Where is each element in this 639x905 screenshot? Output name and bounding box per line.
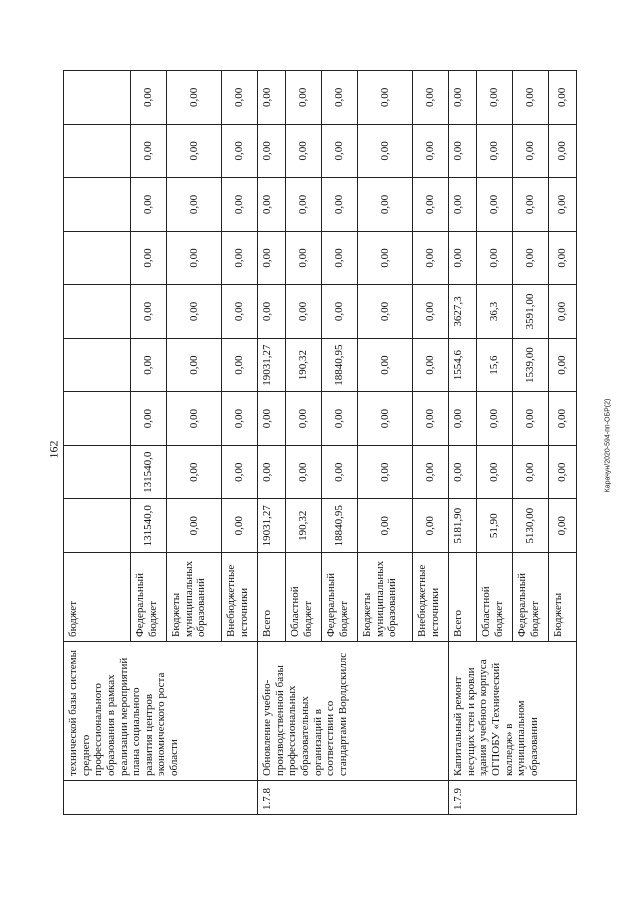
value-cell: 0,00 [413, 285, 449, 339]
value-cell: 18840,95 [322, 499, 358, 553]
value-cell: 18840,95 [322, 338, 358, 392]
value-cell: 0,00 [513, 124, 549, 178]
value-cell: 131540,0 [131, 445, 167, 499]
value-cell [64, 231, 131, 285]
value-cell: 0,00 [513, 71, 549, 125]
source-cell: Областной бюджет [477, 553, 513, 642]
value-cell: 0,00 [322, 231, 358, 285]
value-cell: 0,00 [413, 445, 449, 499]
value-cell: 15,6 [477, 338, 513, 392]
value-cell [64, 178, 131, 232]
value-cell: 0,00 [167, 124, 222, 178]
value-cell: 0,00 [286, 445, 322, 499]
value-cell: 0,00 [258, 231, 286, 285]
value-cell: 0,00 [513, 392, 549, 446]
value-cell: 0,00 [167, 71, 222, 125]
value-cell: 0,00 [413, 499, 449, 553]
value-cell: 0,00 [358, 71, 413, 125]
value-cell: 0,00 [513, 445, 549, 499]
value-cell: 0,00 [413, 178, 449, 232]
value-cell: 0,00 [222, 445, 258, 499]
item-name-cell: Капитальный ремонт несущих стен и кровли здания учебного корпуса ОГПОБУ «Технический колледж» в муниципальном образовании [449, 642, 577, 781]
value-cell: 0,00 [258, 71, 286, 125]
value-cell: 0,00 [413, 392, 449, 446]
value-cell: 0,00 [449, 231, 477, 285]
value-cell: 0,00 [477, 445, 513, 499]
table-row [64, 71, 131, 815]
value-cell: 0,00 [413, 231, 449, 285]
value-cell: 0,00 [413, 71, 449, 125]
table-row [449, 71, 477, 815]
value-cell: 0,00 [258, 124, 286, 178]
value-cell: 0,00 [449, 445, 477, 499]
value-cell: 19031,27 [258, 338, 286, 392]
value-cell: 0,00 [477, 231, 513, 285]
value-cell: 0,00 [286, 124, 322, 178]
item-name-cell: технической базы системы среднего профессионального образования в рамках реализации мероприятий плана социального развития центров экономического роста области [64, 642, 258, 781]
value-cell [64, 338, 131, 392]
value-cell: 0,00 [286, 231, 322, 285]
source-cell: Областной бюджет [286, 553, 322, 642]
value-cell [64, 499, 131, 553]
value-cell: 5130,00 [513, 499, 549, 553]
budget-table [63, 70, 577, 815]
value-cell: 0,00 [477, 178, 513, 232]
value-cell: 0,00 [449, 124, 477, 178]
value-cell: 0,00 [449, 71, 477, 125]
value-cell: 0,00 [322, 124, 358, 178]
source-cell: Федеральный бюджет [131, 553, 167, 642]
value-cell: 0,00 [286, 392, 322, 446]
value-cell: 0,00 [286, 71, 322, 125]
value-cell: 19031,27 [258, 499, 286, 553]
value-cell: 0,00 [167, 445, 222, 499]
value-cell: 0,00 [131, 338, 167, 392]
value-cell: 0,00 [131, 285, 167, 339]
value-cell: 0,00 [222, 178, 258, 232]
value-cell: 131540,0 [131, 499, 167, 553]
value-cell: 0,00 [222, 124, 258, 178]
value-cell: 0,00 [358, 231, 413, 285]
value-cell: 0,00 [358, 445, 413, 499]
value-cell [64, 392, 131, 446]
source-cell: Внебюджетные источники [222, 553, 258, 642]
value-cell: 0,00 [222, 338, 258, 392]
value-cell: 0,00 [513, 231, 549, 285]
value-cell [64, 285, 131, 339]
value-cell: 0,00 [549, 338, 577, 392]
source-cell: Федеральный бюджет [322, 553, 358, 642]
value-cell: 0,00 [549, 392, 577, 446]
value-cell: 51,90 [477, 499, 513, 553]
source-cell: Всего [449, 553, 477, 642]
value-cell: 0,00 [322, 71, 358, 125]
value-cell: 0,00 [222, 392, 258, 446]
value-cell: 0,00 [167, 392, 222, 446]
value-cell: 0,00 [477, 71, 513, 125]
value-cell: 1554,6 [449, 338, 477, 392]
source-cell: Внебюджетные источники [413, 553, 449, 642]
value-cell: 190,32 [286, 499, 322, 553]
document-reference: Карачун/2020-594-пп-ОБР(2) [604, 398, 612, 493]
value-cell: 0,00 [322, 178, 358, 232]
source-cell: Всего [258, 553, 286, 642]
value-cell: 0,00 [358, 285, 413, 339]
value-cell: 190,32 [286, 338, 322, 392]
value-cell: 0,00 [131, 178, 167, 232]
source-cell: Федеральный бюджет [513, 553, 549, 642]
value-cell: 0,00 [549, 178, 577, 232]
value-cell: 0,00 [549, 231, 577, 285]
value-cell: 0,00 [358, 178, 413, 232]
value-cell: 0,00 [131, 124, 167, 178]
value-cell: 0,00 [258, 392, 286, 446]
source-cell: Бюджеты муниципальных образований [167, 553, 222, 642]
value-cell: 0,00 [167, 178, 222, 232]
value-cell: 0,00 [549, 71, 577, 125]
budget-table-rotated [63, 70, 569, 815]
value-cell: 0,00 [413, 124, 449, 178]
value-cell: 0,00 [222, 285, 258, 339]
item-number-cell [64, 781, 258, 815]
value-cell: 0,00 [358, 124, 413, 178]
value-cell: 0,00 [549, 124, 577, 178]
value-cell: 0,00 [549, 445, 577, 499]
item-name-cell: Обновление учебно-производственной базы профессиональных образовательных организаций в соответствии со стандартами Ворлдскиллс [258, 642, 449, 781]
value-cell [64, 124, 131, 178]
source-cell: Бюджеты муниципальных образований [358, 553, 413, 642]
value-cell: 0,00 [513, 178, 549, 232]
value-cell: 0,00 [131, 71, 167, 125]
value-cell: 0,00 [322, 285, 358, 339]
value-cell: 0,00 [131, 231, 167, 285]
value-cell: 0,00 [477, 124, 513, 178]
value-cell: 0,00 [222, 499, 258, 553]
value-cell: 0,00 [167, 285, 222, 339]
value-cell: 0,00 [131, 392, 167, 446]
value-cell: 0,00 [549, 285, 577, 339]
value-cell: 0,00 [286, 285, 322, 339]
value-cell: 0,00 [167, 231, 222, 285]
table-row [258, 71, 286, 815]
value-cell: 0,00 [222, 71, 258, 125]
value-cell: 0,00 [167, 499, 222, 553]
item-number-cell: 1.7.8 [258, 781, 449, 815]
source-cell: Бюджеты [549, 553, 577, 642]
value-cell: 0,00 [258, 178, 286, 232]
value-cell: 0,00 [477, 392, 513, 446]
value-cell: 3591,00 [513, 285, 549, 339]
value-cell: 0,00 [167, 338, 222, 392]
value-cell: 0,00 [258, 285, 286, 339]
value-cell: 0,00 [222, 231, 258, 285]
value-cell: 0,00 [322, 445, 358, 499]
value-cell: 0,00 [358, 392, 413, 446]
value-cell: 1539,00 [513, 338, 549, 392]
value-cell [64, 445, 131, 499]
value-cell: 0,00 [286, 178, 322, 232]
value-cell: 36,3 [477, 285, 513, 339]
value-cell: 0,00 [413, 338, 449, 392]
page-number: 162 [46, 440, 61, 459]
value-cell: 0,00 [449, 178, 477, 232]
source-cell: бюджет [64, 553, 131, 642]
value-cell: 5181,90 [449, 499, 477, 553]
value-cell: 3627,3 [449, 285, 477, 339]
value-cell: 0,00 [358, 338, 413, 392]
value-cell: 0,00 [258, 445, 286, 499]
value-cell: 0,00 [549, 499, 577, 553]
value-cell [64, 71, 131, 125]
value-cell: 0,00 [358, 499, 413, 553]
value-cell: 0,00 [449, 392, 477, 446]
item-number-cell: 1.7.9 [449, 781, 577, 815]
value-cell: 0,00 [322, 392, 358, 446]
